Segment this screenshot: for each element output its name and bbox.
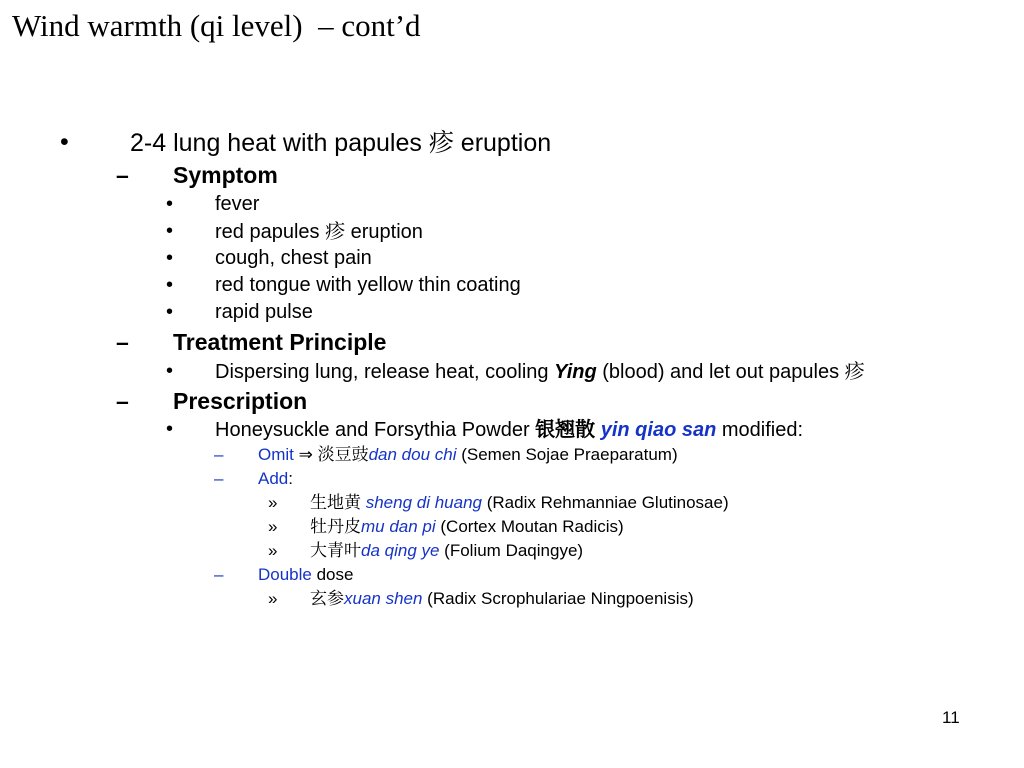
double-line <box>258 566 353 583</box>
formula-chinese: 银翘散 <box>535 417 596 441</box>
omit-pinyin: dan dou chi <box>368 445 457 464</box>
herb-latin: (Radix Scrophulariae Ningpoenisis) <box>422 589 694 608</box>
herb-item <box>310 590 694 608</box>
page-number: 11 <box>942 708 960 727</box>
herb-item <box>310 518 624 536</box>
herb-pinyin: mu dan pi <box>361 517 436 536</box>
herb-pinyin: xuan shen <box>344 589 423 608</box>
formula-pinyin: yin qiao san <box>600 419 717 441</box>
dash-marker: – <box>116 388 129 414</box>
omit-chinese: 淡豆豉 <box>317 445 369 465</box>
herb-chinese: 牡丹皮 <box>310 517 361 537</box>
dash-marker: – <box>116 329 129 355</box>
treatment-text-end: (blood) and let out papules <box>596 361 845 383</box>
bullet-marker: • <box>166 193 174 215</box>
double-label: Double <box>258 565 312 584</box>
formula-line <box>215 419 803 440</box>
dash-marker: – <box>214 469 224 488</box>
treatment-heading: Treatment Principle <box>173 329 387 355</box>
bullet-marker: • <box>166 247 174 269</box>
formula-english: Honeysuckle and Forsythia Powder <box>215 419 536 441</box>
bullet-marker: • <box>166 360 174 382</box>
dash-marker: – <box>116 162 129 188</box>
omit-arrow: ⇒ <box>293 445 318 464</box>
herb-item <box>310 494 729 512</box>
raquo-marker: » <box>268 517 278 536</box>
main-point-chinese: 疹 <box>428 128 454 157</box>
symptom-item-text-end: eruption <box>345 221 423 243</box>
symptom-item: rapid pulse <box>215 301 313 323</box>
treatment-chinese: 疹 <box>844 359 865 383</box>
main-point-text: 2-4 lung heat with papules <box>130 129 429 157</box>
add-line <box>258 470 293 487</box>
herb-chinese: 玄参 <box>310 589 344 609</box>
herb-pinyin: da qing ye <box>361 541 440 560</box>
dash-marker: – <box>214 445 224 464</box>
treatment-ying: Ying <box>554 361 597 383</box>
symptom-item-text: red papules <box>215 221 326 243</box>
symptom-heading: Symptom <box>173 162 278 188</box>
raquo-marker: » <box>268 493 278 512</box>
raquo-marker: » <box>268 541 278 560</box>
bullet-marker: • <box>166 301 174 323</box>
dash-marker: – <box>214 565 224 584</box>
add-label: Add <box>258 469 289 488</box>
treatment-text: Dispersing lung, release heat, cooling <box>215 361 555 383</box>
main-point <box>130 130 551 156</box>
herb-pinyin: sheng di huang <box>361 493 482 512</box>
treatment-line <box>215 361 865 382</box>
omit-line <box>258 446 678 464</box>
herb-latin: (Cortex Moutan Radicis) <box>435 517 624 536</box>
herb-chinese: 生地黄 <box>310 493 361 513</box>
bullet-marker: • <box>166 220 174 242</box>
raquo-marker: » <box>268 589 278 608</box>
omit-latin: (Semen Sojae Praeparatum) <box>456 445 678 464</box>
omit-label: Omit <box>258 445 294 464</box>
symptom-item: fever <box>215 193 260 215</box>
slide-title: Wind warmth (qi level) – cont’d <box>12 8 421 43</box>
herb-item <box>310 542 583 560</box>
double-rest: dose <box>311 565 354 584</box>
add-colon: : <box>288 469 293 488</box>
herb-chinese: 大青叶 <box>310 541 361 561</box>
symptom-item <box>215 221 423 242</box>
herb-latin: (Radix Rehmanniae Glutinosae) <box>482 493 729 512</box>
bullet-marker: • <box>166 274 174 296</box>
bullet-marker: • <box>166 418 174 440</box>
prescription-heading: Prescription <box>173 388 308 414</box>
main-point-text-end: eruption <box>453 129 552 157</box>
symptom-item: cough, chest pain <box>215 247 372 269</box>
formula-modified: modified: <box>716 419 804 441</box>
herb-latin: (Folium Daqingye) <box>439 541 584 560</box>
symptom-item-chinese: 疹 <box>325 219 346 243</box>
bullet-marker: • <box>60 128 69 156</box>
symptom-item: red tongue with yellow thin coating <box>215 274 521 296</box>
